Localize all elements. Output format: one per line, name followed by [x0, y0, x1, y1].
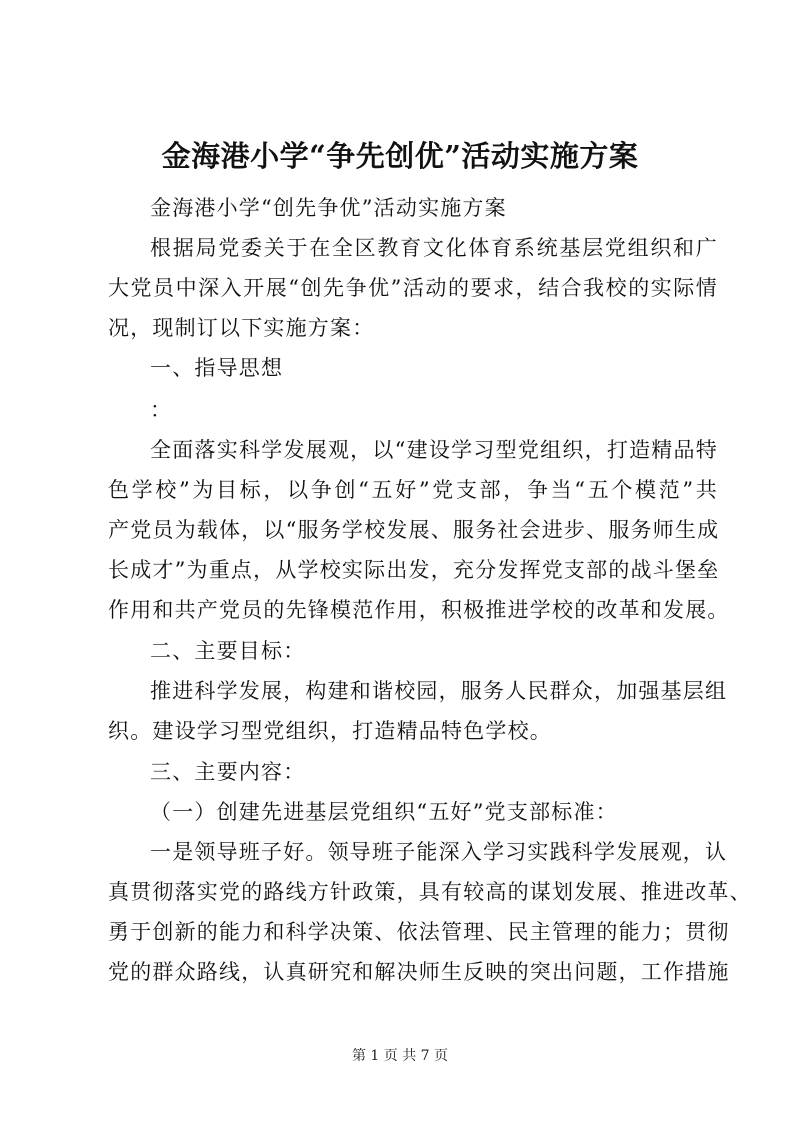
subtitle-line: 金海港小学“创先争优”活动实施方案 — [150, 196, 507, 220]
document-title: 金海港小学“争先创优”活动实施方案 — [161, 139, 639, 173]
paragraph-line: 勇于创新的能力和科学决策、依法管理、民主管理的能力；贯彻 — [108, 920, 730, 944]
paragraph-line: 全面落实科学发展观，以“建设学习型党组织，打造精品特 — [150, 438, 718, 462]
paragraph-line: 织。建设学习型党组织，打造精品特色学校。 — [108, 719, 552, 743]
paragraph-line: 真贯彻落实党的路线方针政策，具有较高的谋划发展、推进改革、 — [108, 880, 752, 904]
paragraph-line: 长成才”为重点，从学校实际出发，充分发挥党支部的战斗堡垒 — [108, 558, 720, 582]
section-heading: 三、主要内容： — [150, 760, 306, 784]
paragraph-line: 推进科学发展，构建和谐校园，服务人民群众，加强基层组 — [150, 679, 728, 703]
paragraph-line: 党的群众路线，认真研究和解决师生反映的突出问题，工作措施 — [108, 960, 730, 984]
section-heading: 二、主要目标： — [150, 639, 306, 663]
paragraph-line: 况，现制订以下实施方案： — [108, 316, 375, 340]
paragraph-line: 一是领导班子好。领导班子能深入学习实践科学发展观，认 — [150, 840, 728, 864]
page-footer: 第 1 页 共 7 页 — [351, 1048, 449, 1064]
paragraph-line: 作用和共产党员的先锋模范作用，积极推进学校的改革和发展。 — [108, 598, 730, 622]
paragraph-line: 根据局党委关于在全区教育文化体育系统基层党组织和广 — [150, 236, 718, 260]
paragraph-line: 大党员中深入开展“创先争优”活动的要求，结合我校的实际情 — [108, 276, 718, 300]
subsection-heading: （一）创建先进基层党组织“五好”党支部标准： — [150, 800, 618, 824]
paragraph-line: ： — [150, 398, 173, 422]
section-heading: 一、指导思想 — [150, 356, 284, 380]
paragraph-line: 色学校”为目标，以争创“五好”党支部，争当“五个模范”共 — [108, 478, 718, 502]
paragraph-line: 产党员为载体，以“服务学校发展、服务社会进步、服务师生成 — [108, 518, 720, 542]
